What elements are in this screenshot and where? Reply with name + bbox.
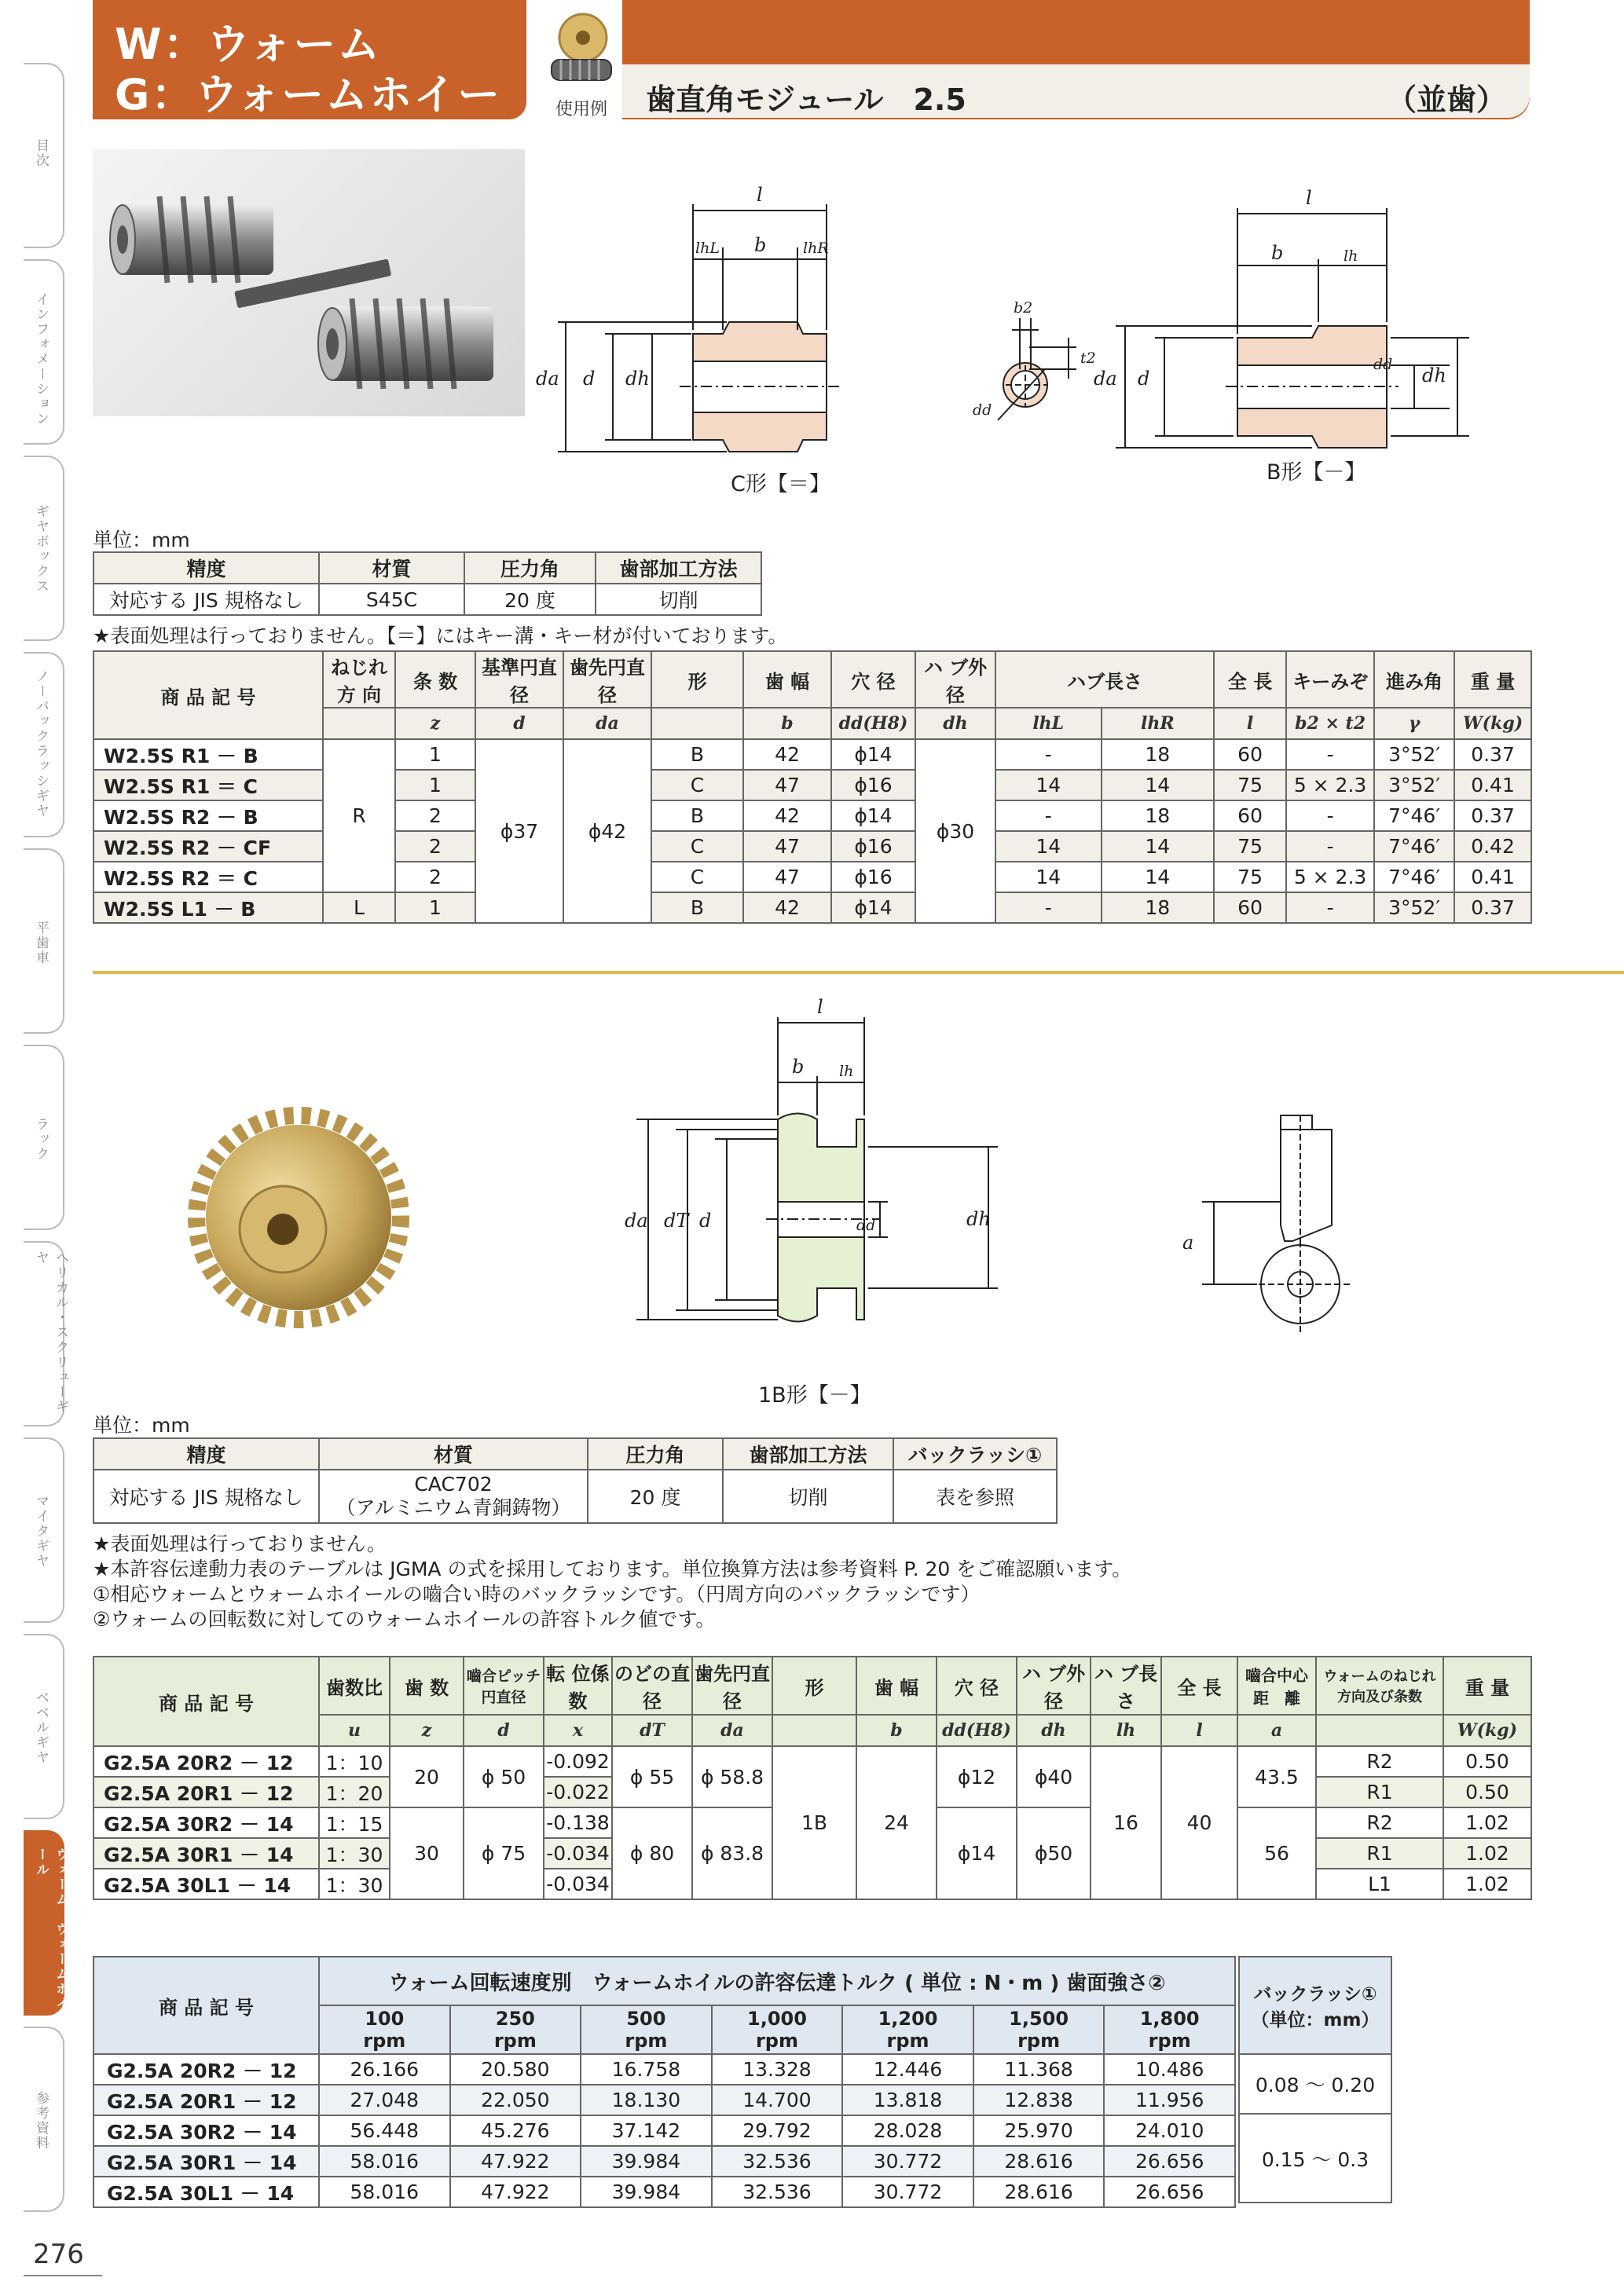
side-tab-contents[interactable]: 目次 xyxy=(24,63,64,248)
table-row: G2.5A 30L1 － 14 58.016 47.922 39.984 32.536 30.772 28.616 26.656 xyxy=(93,2177,1235,2207)
svg-text:d: d xyxy=(583,368,596,390)
header-subbar xyxy=(622,64,1530,118)
gear-note-1: ★表面処理は行っておりません。 xyxy=(93,1532,387,1555)
svg-text:b: b xyxy=(792,1056,805,1078)
table-row: W2.5S R1 ＝ C 1 C 47 ϕ16 14 14 75 5 × 2.3 3°52′ 0.41 xyxy=(93,770,1531,800)
table-row: G2.5A 30R1 － 14 1：30 -0.034 R1 1.02 xyxy=(93,1838,1531,1869)
side-tab-reference[interactable]: 参考資料 xyxy=(24,2027,64,2212)
svg-text:dh: dh xyxy=(625,368,650,390)
gear-note-2: ★本許容伝達動力表のテーブルは JGMA の式を採用しております。単位換算方法は参考資料 P. 20 をご確認願います。 xyxy=(93,1558,1132,1580)
side-tab-worm[interactable]: ウォーム、ウォームホイール xyxy=(24,1830,64,2016)
table-row: G2.5A 30R2 － 14 1：15 30 ϕ 75 -0.138 ϕ 80 ϕ 83.8 ϕ14 ϕ50 56 R2 1.02 xyxy=(93,1807,1531,1838)
col-pitch-dia: 基準円直 径 xyxy=(475,651,563,708)
side-tab-rack[interactable]: ラック xyxy=(24,1045,64,1230)
svg-text:da: da xyxy=(536,368,559,390)
col-length: 全 長 xyxy=(1214,651,1286,708)
spec-value: 切削 xyxy=(596,584,761,615)
side-tab-bevel[interactable]: ベベルギヤ xyxy=(24,1634,64,1819)
gear-spec-table: 精度 材質 圧力角 歯部加工方法 バックラッシ① 対応する JIS 規格なし CAC702 （アルミニウム青銅鋳物） 20 度 切削 表を参照 xyxy=(93,1437,1058,1524)
side-tab-information[interactable]: インフォメーション xyxy=(24,259,64,445)
spec-header: 精度 xyxy=(93,552,319,584)
page-number-rule xyxy=(24,2275,102,2276)
col-tip-dia: 歯先円直 径 xyxy=(563,651,651,708)
col-face: 歯 幅 xyxy=(743,651,831,708)
svg-text:lh: lh xyxy=(839,1063,854,1080)
page-number: 276 xyxy=(33,2239,84,2270)
svg-text:b2: b2 xyxy=(1014,299,1033,317)
worm-c-diagram xyxy=(558,204,1469,452)
svg-text:d: d xyxy=(699,1210,712,1232)
svg-text:da: da xyxy=(625,1210,648,1232)
col-type: 形 xyxy=(651,651,743,708)
col-hub-dia: ハ ブ外 径 xyxy=(915,651,995,708)
svg-text:l: l xyxy=(817,996,823,1018)
svg-text:dh: dh xyxy=(1422,364,1446,386)
caption-c: C形【＝】 xyxy=(731,472,830,496)
col-weight: 重 量 xyxy=(1454,651,1531,708)
gear-note-3: ①相応ウォームとウォームホイールの嚙合い時のバックラッシです。（円周方向のバックラッシです） xyxy=(93,1583,981,1606)
backlash-table: バックラッシ①（単位：mm） 0.08 ～ 0.20 0.15 ～ 0.3 xyxy=(1238,1956,1392,2203)
svg-text:dh: dh xyxy=(966,1208,991,1230)
col-key: キーみぞ xyxy=(1286,651,1374,708)
table-row: G2.5A 20R2 － 12 1：10 20 ϕ 50 -0.092 ϕ 55 ϕ 58.8 1B 24 ϕ12 ϕ40 16 40 43.5 R2 0.50 xyxy=(93,1746,1531,1777)
svg-text:lh: lh xyxy=(1344,247,1358,265)
svg-text:dT: dT xyxy=(664,1210,689,1232)
side-tab-no-backlash[interactable]: ノーバックラッシギヤ xyxy=(24,652,64,837)
svg-text:lhL: lhL xyxy=(695,240,720,257)
spec-header: 歯部加工方法 xyxy=(596,552,761,584)
svg-text:dd: dd xyxy=(856,1217,876,1234)
side-tab-spur[interactable]: 平歯車 xyxy=(24,848,64,1034)
table-row: G2.5A 20R2 － 12 26.166 20.580 16.758 13.328 12.446 11.368 10.486 xyxy=(93,2054,1235,2085)
svg-text:da: da xyxy=(1094,368,1117,390)
table-row: G2.5A 30R2 － 14 56.448 45.276 37.142 29.792 28.028 25.970 24.010 xyxy=(93,2115,1235,2146)
side-tab-gearbox[interactable]: ギヤボックス xyxy=(24,456,64,641)
svg-text:dd: dd xyxy=(973,401,992,419)
svg-text:l: l xyxy=(1306,187,1312,209)
spec-value: S45C xyxy=(319,584,464,615)
usage-label: 使用例 xyxy=(555,100,607,119)
svg-text:t2: t2 xyxy=(1080,350,1096,367)
title-box xyxy=(93,0,526,119)
table-row: W2.5S R1 － B R 1 ϕ37 ϕ42 B 42 ϕ14 ϕ30 - 18 60 - 3°52′ 0.37 xyxy=(93,739,1531,770)
section-divider xyxy=(93,971,1624,974)
table-row: W2.5S L1 － B L 1 B 42 ϕ14 - 18 60 - 3°52′ 0.37 xyxy=(93,892,1531,923)
worm-unit: 単位：mm xyxy=(93,529,190,551)
spec-value: 20 度 xyxy=(464,584,596,615)
torque-table: 商 品 記 号 ウォーム回転速度別 ウォームホイルの許容伝達トルク ( 単位 : N・m ) 歯面強さ② 100 rpm 250 rpm 500 rpm 1,000 rpm 1,200 rpm 1,500 rpm 1,800 rpm G2.5A 20R2 － 12 26.166 20.580 16.758 13.328 12.446 11.368 10.486 G2.5A 20R1 － 12 27.048 22.050 18.130 14.700 13.818 12.838 11.956 G2.5A 30R2 － 14 56.448 45.276 37.142 29.792 28.028 25.970 24.010 G2.5A 30R1 － 14 58.016 47.922 39.984 32.536 30.772 28.616 26.656 G2.5A 30L1 － 14 58.016 47.922 39.984 32.536 30.772 28.616 26.656 xyxy=(93,1956,1236,2208)
svg-text:b: b xyxy=(1271,242,1284,264)
col-lead: 進み角 xyxy=(1374,651,1454,708)
col-hub-len: ハブ長さ xyxy=(995,651,1214,708)
svg-text:lhR: lhR xyxy=(803,240,829,257)
table-row: G2.5A 20R1 － 12 1：20 -0.022 R1 0.50 xyxy=(93,1777,1531,1807)
gear-diagrams xyxy=(621,990,1406,1422)
dim-l-c: l xyxy=(757,184,763,206)
svg-text:d: d xyxy=(1138,368,1150,390)
col-code: 商 品 記 号 xyxy=(93,651,323,739)
title-line-2: G：ウォームホイー xyxy=(115,70,502,119)
gear-photo xyxy=(181,1100,416,1338)
col-starts: 条 数 xyxy=(395,651,475,708)
tooth-type: （並歯） xyxy=(1386,82,1506,117)
worm-spec-table xyxy=(93,551,762,616)
spec-header: 圧力角 xyxy=(464,552,596,584)
side-tab-miter[interactable]: マイタギヤ xyxy=(24,1437,64,1623)
caption-1b: 1B形【－】 xyxy=(758,1383,871,1408)
gear-product-table: 商 品 記 号 歯数比 歯 数 嚙合ピッチ円直径 転 位係 数 のどの直 径 歯先円直 径 形 歯 幅 穴 径 ハ ブ外 径 ハ ブ長 さ 全 長 嚙合中心距 離 ウォームのねじれ方向及び条数 重 量 u z d x dT da b dd(H8) dh lh l a W(kg) G2.5A 20R2 － 12 1：10 20 ϕ 50 -0.092 ϕ 55 ϕ 58.8 1B 24 ϕ12 ϕ40 16 40 43.5 R2 0.50 G2.5A 20R1 － 12 1：20 -0.022 R1 0.50 G2.5A 30R2 － 14 1：15 30 ϕ 75 -0.138 ϕ 80 ϕ 83.8 ϕ14 ϕ50 56 R2 1.02 G2.5A 30R1 － 14 1：30 -0.034 R1 1.02 G2.5A 30L1 － 14 1：30 -0.034 L1 1.02 xyxy=(93,1656,1532,1900)
col-hand: ねじれ方 向 xyxy=(323,651,395,708)
gear-note-4: ②ウォームの回転数に対してのウォームホイールの許容トルク値です。 xyxy=(93,1608,716,1631)
table-row: G2.5A 30R1 － 14 58.016 47.922 39.984 32.536 30.772 28.616 26.656 xyxy=(93,2146,1235,2177)
worm-diagrams xyxy=(526,173,1548,503)
worm-product-table: 商 品 記 号 ねじれ方 向 条 数 基準円直 径 歯先円直 径 形 歯 幅 穴 径 ハ ブ外 径 ハブ長さ 全 長 キーみぞ 進み角 重 量 z d da b dd(H8) dh lhL lhR l b2 × t2 γ W(kg) W2.5S R1 － B R 1 ϕ37 ϕ42 B 42 ϕ14 ϕ30 - 18 60 - 3°52′ 0.37 W2.5S R1 ＝ C 1 C 47 ϕ16 14 14 75 5 × 2.3 3°52′ 0.41 W2.5S R2 － B 2 B 42 ϕ14 - 18 60 - 7°46′ 0.37 W2.5S R2 － CF 2 C 47 ϕ16 14 14 75 - 7°46′ 0.42 W2.5S R2 ＝ C 2 C 47 ϕ16 14 14 75 5 × 2.3 7°46′ 0.41 W2.5S L1 － B L 1 B 42 ϕ14 - 18 60 - 3°52′ 0.37 xyxy=(93,650,1532,924)
gear-unit: 単位：mm xyxy=(93,1414,190,1437)
svg-text:b: b xyxy=(754,234,767,256)
table-row: G2.5A 20R1 － 12 27.048 22.050 18.130 14.700 13.818 12.838 11.956 xyxy=(93,2085,1235,2115)
spec-value: 対応する JIS 規格なし xyxy=(93,584,319,615)
module-label: 歯直角モジュール 2.5 xyxy=(646,82,966,117)
table-row: G2.5A 30L1 － 14 1：30 -0.034 L1 1.02 xyxy=(93,1869,1531,1899)
table-row: W2.5S R2 － B 2 B 42 ϕ14 - 18 60 - 7°46′ 0.37 xyxy=(93,800,1531,831)
title-line-1: W：ウォーム xyxy=(115,20,382,69)
table-row: W2.5S R2 ＝ C 2 C 47 ϕ16 14 14 75 5 × 2.3 7°46′ 0.41 xyxy=(93,862,1531,892)
spec-header: 材質 xyxy=(319,552,464,584)
caption-b: B形【－】 xyxy=(1267,460,1366,485)
worm-photo-upper xyxy=(110,196,273,283)
worm-photo xyxy=(93,149,525,416)
worm-note: ★表面処理は行っておりません。【＝】にはキー溝・キー材が付いております。 xyxy=(93,624,788,647)
usage-thumbnail xyxy=(542,6,621,120)
svg-text:a: a xyxy=(1182,1232,1194,1254)
worm-photo-lower xyxy=(318,298,493,389)
side-tab-helical[interactable]: ヘリカル・スクリューギヤ xyxy=(24,1241,64,1426)
table-row: W2.5S R2 － CF 2 C 47 ϕ16 14 14 75 - 7°46′ 0.42 xyxy=(93,831,1531,862)
col-bore: 穴 径 xyxy=(831,651,915,708)
svg-text:dd: dd xyxy=(1373,356,1393,373)
